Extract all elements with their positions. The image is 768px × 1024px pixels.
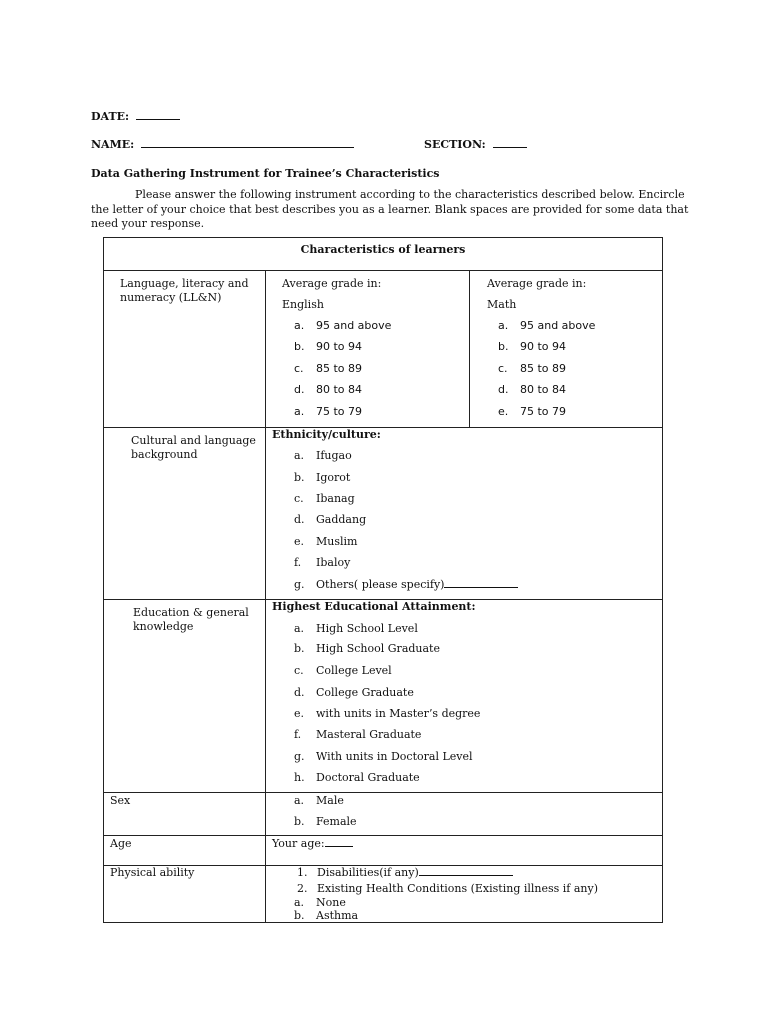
date-blank[interactable] bbox=[136, 110, 180, 120]
option-letter: a. bbox=[498, 319, 509, 332]
option-letter: a. bbox=[294, 449, 305, 462]
date-label: DATE: bbox=[91, 110, 130, 123]
date-field[interactable] bbox=[91, 110, 180, 123]
option-text: with units in Master’s degree bbox=[316, 707, 481, 720]
item-number: 1. bbox=[297, 866, 308, 879]
option-text: Others( please specify) bbox=[316, 578, 445, 591]
item-text: Disabilities(if any) bbox=[317, 866, 419, 879]
name-label: NAME: bbox=[91, 138, 135, 151]
option-text: 85 to 89 bbox=[520, 362, 567, 375]
name-field[interactable] bbox=[91, 138, 354, 151]
option-letter: d. bbox=[294, 383, 305, 396]
option-letter: d. bbox=[294, 513, 305, 526]
culture-heading: Ethnicity/culture: bbox=[272, 428, 381, 441]
option-text: 90 to 94 bbox=[520, 340, 567, 353]
instructions-line-3: need your response. bbox=[91, 217, 205, 230]
option-text: College Graduate bbox=[316, 686, 414, 699]
option-text: 80 to 84 bbox=[520, 383, 567, 396]
option-text: Gaddang bbox=[316, 513, 367, 526]
row-divider bbox=[103, 835, 663, 836]
option-letter: b. bbox=[294, 340, 305, 353]
option-text: 90 to 94 bbox=[316, 340, 363, 353]
option-letter: h. bbox=[294, 771, 305, 784]
option-text: Asthma bbox=[316, 909, 359, 922]
option-text: With units in Doctoral Level bbox=[316, 750, 473, 763]
option-text: 75 to 79 bbox=[520, 405, 567, 418]
option-text: 80 to 84 bbox=[316, 383, 363, 396]
option-text: 95 and above bbox=[316, 319, 392, 332]
row-divider bbox=[103, 270, 663, 271]
option-letter: a. bbox=[294, 622, 305, 635]
option-letter: b. bbox=[294, 815, 305, 828]
section-blank[interactable] bbox=[493, 138, 527, 148]
option-letter: b. bbox=[498, 340, 509, 353]
column-divider bbox=[469, 270, 470, 427]
option-text: College Level bbox=[316, 664, 392, 677]
age-field[interactable] bbox=[272, 837, 353, 850]
item-text: Existing Health Conditions (Existing illness if any) bbox=[317, 882, 599, 895]
option-text: None bbox=[316, 896, 346, 909]
document-title: Data Gathering Instrument for Trainee’s Characteristics bbox=[91, 167, 440, 180]
age-prompt: Your age: bbox=[272, 837, 325, 850]
name-blank[interactable] bbox=[141, 138, 354, 148]
option-text: Ibaloy bbox=[316, 556, 351, 569]
option-letter: b. bbox=[294, 642, 305, 655]
option-letter: a. bbox=[294, 405, 305, 418]
math-subject: Math bbox=[487, 298, 517, 311]
option-text: Female bbox=[316, 815, 357, 828]
physical-label: Physical ability bbox=[110, 866, 195, 879]
option-letter: c. bbox=[498, 362, 508, 375]
section-field[interactable] bbox=[424, 138, 527, 151]
others-specify-blank[interactable] bbox=[444, 578, 518, 588]
lln-label-line-1: Language, literacy and bbox=[120, 277, 249, 290]
option-letter: c. bbox=[294, 362, 304, 375]
culture-label-line-2: background bbox=[131, 448, 198, 461]
option-text: Male bbox=[316, 794, 344, 807]
education-label-line-1: Education & general bbox=[133, 606, 249, 619]
option-text: High School Graduate bbox=[316, 642, 440, 655]
age-label: Age bbox=[110, 837, 132, 850]
option-letter: c. bbox=[294, 492, 304, 505]
education-label-line-2: knowledge bbox=[133, 620, 194, 633]
option-text: 75 to 79 bbox=[316, 405, 363, 418]
column-divider bbox=[265, 270, 266, 922]
english-title: Average grade in: bbox=[282, 277, 382, 290]
row-divider bbox=[103, 427, 663, 428]
instructions-line-2: the letter of your choice that best describes you as a learner. Blank spaces are provided for some data that bbox=[91, 203, 689, 216]
option-letter: f. bbox=[294, 728, 302, 741]
age-blank[interactable] bbox=[325, 837, 353, 847]
option-letter: a. bbox=[294, 319, 305, 332]
option-text: Igorot bbox=[316, 471, 351, 484]
lln-label-line-2: numeracy (LL&N) bbox=[120, 291, 222, 304]
option-letter: g. bbox=[294, 750, 305, 763]
option-text-wrap bbox=[316, 578, 518, 591]
english-subject: English bbox=[282, 298, 324, 311]
sex-label: Sex bbox=[110, 794, 131, 807]
option-letter: e. bbox=[294, 707, 305, 720]
section-label: SECTION: bbox=[424, 138, 486, 151]
option-text: Masteral Graduate bbox=[316, 728, 422, 741]
instructions-line-1: Please answer the following instrument according to the characteristics described below. Encircle bbox=[135, 188, 685, 201]
option-letter: d. bbox=[498, 383, 509, 396]
option-letter: g. bbox=[294, 578, 305, 591]
option-text: 85 to 89 bbox=[316, 362, 363, 375]
option-text: Muslim bbox=[316, 535, 358, 548]
item-number: 2. bbox=[297, 882, 308, 895]
culture-label-line-1: Cultural and language bbox=[131, 434, 256, 447]
option-letter: a. bbox=[294, 896, 305, 909]
option-text: Doctoral Graduate bbox=[316, 771, 420, 784]
row-divider bbox=[103, 792, 663, 793]
table-heading: Characteristics of learners bbox=[300, 243, 466, 256]
option-text: High School Level bbox=[316, 622, 418, 635]
item-text-wrap bbox=[317, 866, 513, 879]
option-letter: b. bbox=[294, 909, 305, 922]
option-text: Ifugao bbox=[316, 449, 352, 462]
education-heading: Highest Educational Attainment: bbox=[272, 600, 476, 613]
option-letter: b. bbox=[294, 471, 305, 484]
option-letter: f. bbox=[294, 556, 302, 569]
option-letter: c. bbox=[294, 664, 304, 677]
option-letter: a. bbox=[294, 794, 305, 807]
disabilities-blank[interactable] bbox=[419, 866, 513, 876]
option-text: Ibanag bbox=[316, 492, 355, 505]
math-title: Average grade in: bbox=[487, 277, 587, 290]
option-letter: e. bbox=[498, 405, 509, 418]
option-letter: e. bbox=[294, 535, 305, 548]
option-letter: d. bbox=[294, 686, 305, 699]
option-text: 95 and above bbox=[520, 319, 596, 332]
